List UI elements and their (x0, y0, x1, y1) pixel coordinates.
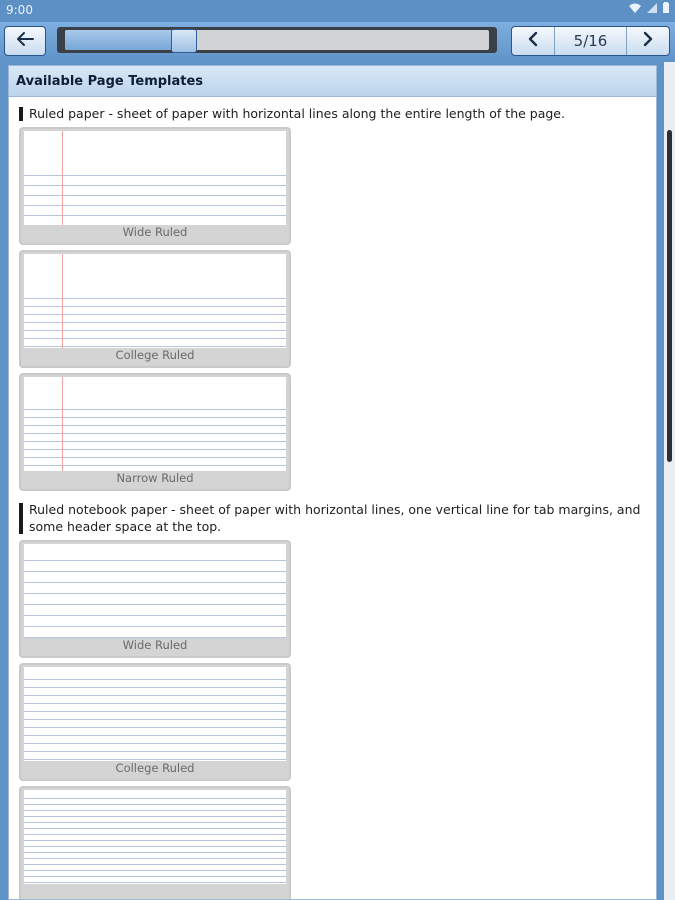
ruled-line (24, 215, 286, 216)
ruled-line (24, 571, 286, 572)
chevron-left-icon (527, 31, 539, 51)
battery-icon (663, 2, 669, 16)
ruled-line (24, 457, 286, 458)
ruled-line (24, 687, 286, 688)
template-label: College Ruled (115, 761, 195, 775)
ruled-line (24, 441, 286, 442)
wifi-icon (629, 2, 641, 16)
margin-line (62, 377, 63, 471)
status-time: 9:00 (6, 3, 33, 17)
template-preview (24, 790, 286, 884)
template-card[interactable] (19, 786, 291, 900)
ruled-line (24, 626, 286, 627)
template-card[interactable] (19, 373, 291, 491)
ruled-line (24, 870, 286, 871)
ruled-line (24, 205, 286, 206)
template-label: College Ruled (115, 348, 195, 362)
ruled-line (24, 840, 286, 841)
ruled-line (24, 560, 286, 561)
ruled-line (24, 735, 286, 736)
ruled-line (24, 338, 286, 339)
templates-panel (8, 65, 657, 900)
ruled-line (24, 798, 286, 799)
page-slider[interactable] (57, 27, 497, 53)
template-preview (24, 254, 286, 348)
template-card[interactable] (19, 250, 291, 368)
scrollbar[interactable] (664, 62, 675, 900)
ruled-line (24, 604, 286, 605)
ruled-line (24, 822, 286, 823)
scrollbar-thumb[interactable] (667, 130, 672, 462)
ruled-line (24, 593, 286, 594)
ruled-line (24, 679, 286, 680)
template-preview (24, 544, 286, 638)
ruled-line (24, 465, 286, 466)
ruled-line (24, 846, 286, 847)
ruled-line (24, 852, 286, 853)
ruled-line (24, 615, 286, 616)
ruled-line (24, 876, 286, 877)
ruled-line (24, 858, 286, 859)
margin-line (62, 254, 63, 348)
template-preview (24, 131, 286, 225)
ruled-line (24, 719, 286, 720)
status-icons (629, 2, 669, 16)
ruled-line (24, 175, 286, 176)
ruled-line (24, 306, 286, 307)
status-bar (0, 0, 675, 22)
back-button[interactable] (4, 26, 46, 56)
ruled-line (24, 425, 286, 426)
ruled-line (24, 582, 286, 583)
ruled-line (24, 727, 286, 728)
ruled-line (24, 703, 286, 704)
ruled-line (24, 828, 286, 829)
section-description: Ruled paper - sheet of paper with horizontal lines along the entire length of the page. (19, 105, 646, 122)
template-card[interactable] (19, 663, 291, 781)
page-navigator (511, 26, 670, 56)
signal-icon (647, 2, 657, 16)
ruled-line (24, 433, 286, 434)
ruled-line (24, 743, 286, 744)
margin-line (62, 131, 63, 225)
ruled-line (24, 834, 286, 835)
template-label (21, 882, 289, 900)
ruled-line (24, 816, 286, 817)
ruled-line (24, 417, 286, 418)
template-preview (24, 377, 286, 471)
next-page-button[interactable] (626, 27, 669, 55)
chevron-right-icon (642, 31, 654, 51)
ruled-line (24, 864, 286, 865)
section-description: Ruled notebook paper - sheet of paper with horizontal lines, one vertical line for tab margins, and some header space at the top. (19, 501, 646, 535)
slider-track (65, 30, 489, 50)
slider-thumb[interactable] (171, 29, 197, 53)
ruled-line (24, 298, 286, 299)
previous-page-button[interactable] (512, 27, 555, 55)
template-preview (24, 667, 286, 761)
slider-fill (65, 30, 184, 50)
ruled-line (24, 185, 286, 186)
ruled-line (24, 810, 286, 811)
template-card[interactable] (19, 540, 291, 658)
ruled-line (24, 695, 286, 696)
template-label: Wide Ruled (122, 638, 188, 652)
ruled-line (24, 449, 286, 450)
page-counter: 5/16 (573, 32, 608, 50)
ruled-line (24, 330, 286, 331)
top-toolbar (0, 22, 675, 62)
ruled-line (24, 195, 286, 196)
ruled-line (24, 322, 286, 323)
ruled-line (24, 314, 286, 315)
panel-title: Available Page Templates (9, 66, 656, 97)
ruled-line (24, 711, 286, 712)
ruled-line (24, 409, 286, 410)
template-label: Narrow Ruled (116, 471, 194, 485)
template-card[interactable] (19, 127, 291, 245)
ruled-line (24, 804, 286, 805)
arrow-left-icon (15, 31, 35, 51)
ruled-line (24, 751, 286, 752)
template-label: Wide Ruled (122, 225, 188, 239)
